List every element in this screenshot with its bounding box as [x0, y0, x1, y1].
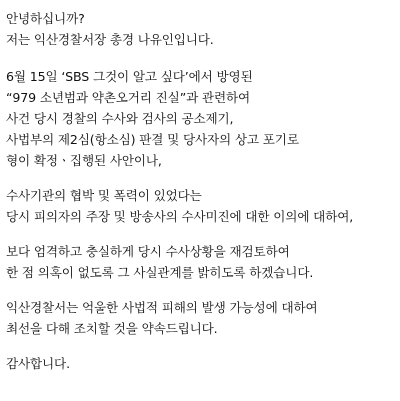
text-line: 6월 15일 ‘SBS 그것이 알고 싶다’에서 방영된: [6, 69, 253, 84]
text-line: 사법부의 제2심(항소심) 판결 및 당사자의 상고 포기로: [6, 132, 299, 147]
text-line: 안녕하십니까?: [6, 11, 85, 26]
text-line: 저는 익산경찰서장 총경 나유인입니다.: [6, 32, 214, 47]
promise-paragraph: [6, 297, 394, 339]
text-line: 당시 피의자의 주장 및 방송사의 수사미진에 대한 이의에 대하여,: [6, 209, 354, 224]
review-paragraph: [6, 241, 394, 283]
paragraph-gap: [6, 283, 394, 297]
broadcast-paragraph: [6, 66, 394, 171]
text-line: 한 점 의혹이 없도록 그 사실관계를 밝히도록 하겠습니다.: [6, 265, 314, 280]
text-line: 보다 엄격하고 충실하게 당시 수사상황을 재검토하여: [6, 244, 290, 259]
text-line: 익산경찰서는 억울한 사법적 피해의 발생 가능성에 대하여: [6, 300, 318, 315]
greeting-paragraph: [6, 8, 394, 50]
paragraph-gap: [6, 50, 394, 66]
paragraph-gap: [6, 171, 394, 185]
allegation-paragraph: [6, 185, 394, 227]
text-line: 수사기관의 협박 및 폭력이 있었다는: [6, 188, 202, 203]
text-line: “979 소년범과 약촌오거리 진실”과 관련하여: [6, 90, 250, 105]
text-line: 최선을 다해 조치할 것을 약속드립니다.: [6, 321, 218, 336]
paragraph-gap: [6, 227, 394, 241]
paragraph-gap: [6, 339, 394, 353]
text-line: 형이 확정ㆍ집행된 사안이나,: [6, 153, 162, 168]
closing-line: 감사합니다.: [6, 356, 70, 371]
text-line: 사건 당시 경찰의 수사와 검사의 공소제기,: [6, 111, 234, 126]
